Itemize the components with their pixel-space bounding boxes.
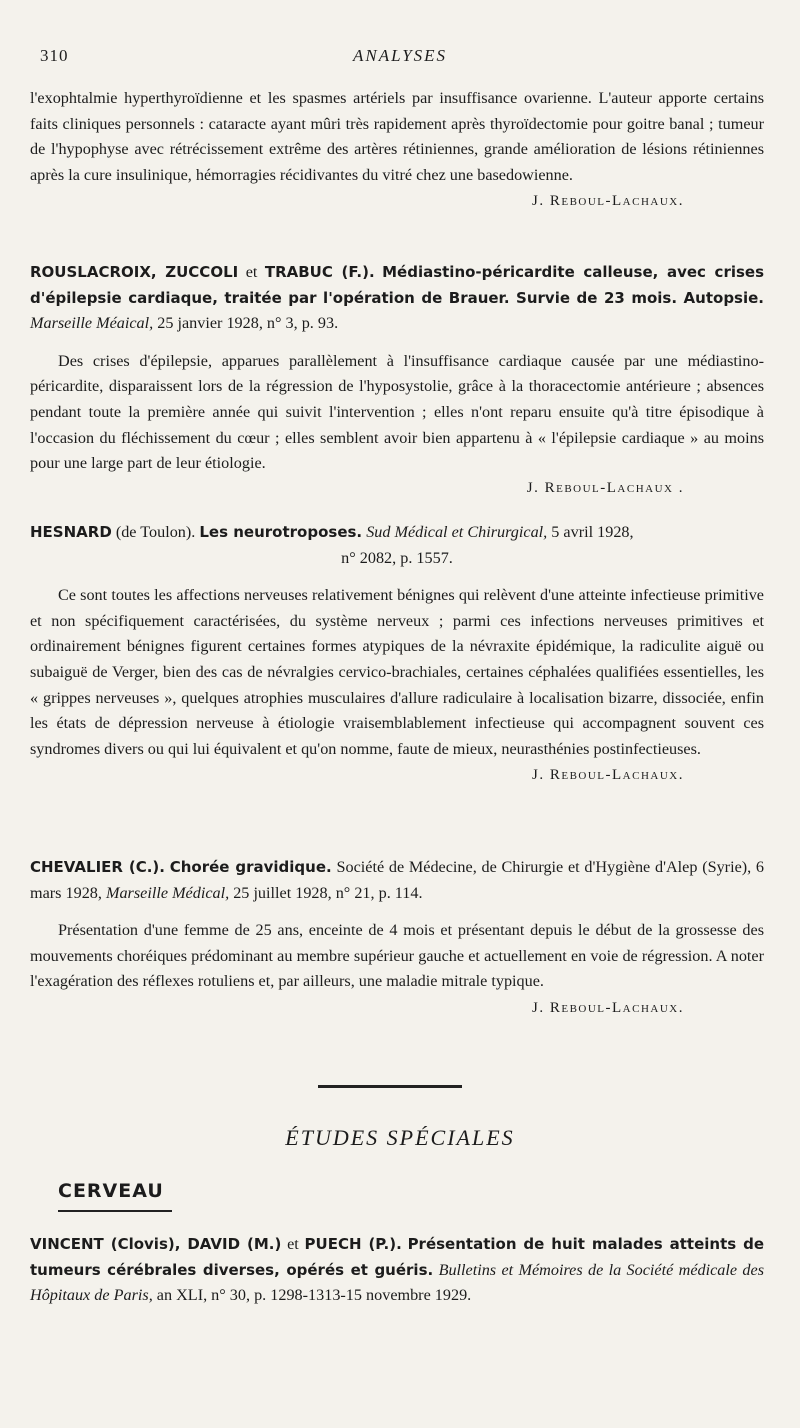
entry-title: Les neurotroposes. bbox=[199, 523, 363, 541]
entry-journal: Sud Médical et Chirurgical, bbox=[366, 523, 548, 541]
entry-heading bbox=[30, 260, 764, 337]
entry-authors: VINCENT (Clovis), DAVID (M.) bbox=[30, 1235, 282, 1253]
entry-reference: Société de Médecine, de Chirurgie et d'Hygiène d'Alep (Syrie), 6 mars 1928, bbox=[30, 858, 765, 902]
entry-heading bbox=[30, 520, 764, 546]
entry-heading bbox=[30, 855, 764, 906]
entry-journal: Marseille Méaical, bbox=[30, 314, 154, 333]
signature: J. Reboul-Lachaux . bbox=[526, 479, 684, 496]
entry-reference: 5 avril 1928, bbox=[551, 523, 634, 541]
subsection-underline bbox=[58, 1210, 172, 1212]
entry-body: Présentation d'une femme de 25 ans, enceinte de 4 mois et présentant depuis le début de la grossesse des mouvements choréiques prédominant au membre supérieur gauche et actuellement en voie de régression. A noter l'exagération des réflexes rotuliens et, par ailleurs, une maladie mitrale typique. bbox=[30, 921, 764, 991]
entry-heading bbox=[30, 1232, 764, 1309]
entry-reference-2: 25 juillet 1928, n° 21, p. 114. bbox=[233, 883, 423, 902]
entry-authors-2: PUECH (P.). bbox=[304, 1235, 402, 1253]
subsection-title: CERVEAU bbox=[58, 1180, 164, 1202]
entry-vincent bbox=[30, 1232, 764, 1309]
page-number: 310 bbox=[40, 46, 69, 65]
signature: J. Reboul-Lachaux. bbox=[532, 767, 684, 784]
entry-authors: ROUSLACROIX, ZUCCOLI bbox=[30, 263, 239, 281]
running-head bbox=[40, 46, 760, 72]
entry-authors-2: TRABUC (F.). bbox=[264, 263, 375, 281]
running-title: ANALYSES bbox=[352, 46, 448, 65]
entry-place: (de Toulon). bbox=[115, 523, 196, 541]
entry-chevalier bbox=[30, 855, 764, 1021]
entry-and: et bbox=[245, 263, 258, 281]
signature: J. Reboul-Lachaux. bbox=[532, 193, 684, 210]
entry-body: l'exophtalmie hyperthyroïdienne et les spasmes artériels par insuffisance ovarienne. L'auteur apporte certains faits cliniques personnels : cataracte ayant mûri très rapidement après thyroïdectomie pour goitre banal ; tumeur de l'hypophyse avec rétrécissement extrême des artères rétiniennes, grande amélioration de lésions rétiniennes après la cure insulinique, hémorragies récidivantes du vitré chez une basedowienne. bbox=[30, 89, 764, 184]
entry-rouslacroix bbox=[30, 260, 764, 501]
entry-reference: an XLI, n° 30, p. 1298-1313-15 novembre 1929. bbox=[156, 1286, 472, 1305]
entry-authors: HESNARD bbox=[30, 523, 112, 541]
signature: J. Reboul-Lachaux. bbox=[532, 999, 684, 1016]
section-divider bbox=[318, 1085, 462, 1088]
entry-journal: Marseille Médical, bbox=[105, 883, 230, 902]
entry-continuation bbox=[30, 86, 764, 214]
entry-reference-2: n° 2082, p. 1557. bbox=[341, 548, 453, 567]
entry-title: Médiastino-péricardite calleuse, avec crises d'épilepsie cardiaque, traitée par l'opération de Brauer. Survie de 23 mois. Autopsie. bbox=[30, 263, 765, 307]
entry-title: Chorée gravidique. bbox=[169, 858, 332, 876]
entry-journal: Bulletins et Mémoires de la Société médicale des Hôpitaux de Paris, bbox=[30, 1260, 764, 1305]
entry-authors: CHEVALIER (C.). bbox=[30, 858, 165, 876]
entry-title: Présentation de huit malades atteints de tumeurs cérébrales diverses, opérés et guéris. bbox=[30, 1235, 765, 1279]
entry-reference: 25 janvier 1928, n° 3, p. 93. bbox=[157, 314, 339, 333]
entry-and: et bbox=[287, 1235, 299, 1253]
entry-body: Des crises d'épilepsie, apparues parallèlement à l'insuffisance cardiaque causée par une médiastino-péricardite, disparaissent lors de la régression de l'hyposystolie, grâce à la thoracectomie antérieure ; absences pendant toute la première année qui suivit l'intervention ; elles n'ont reparu ensuite qu'à titre épisodique à l'occasion du fléchissement du cœur ; elles semblent avoir bien appartenu à « l'épilepsie cardiaque » au moins pour une large part de leur étiologie. bbox=[30, 351, 764, 473]
entry-body: Ce sont toutes les affections nerveuses relativement bénignes qui relèvent d'une atteinte infectieuse primitive et non spécifiquement caractérisées, du système nerveux ; parmi ces infections nerveuses primitives et ordinairement bénignes figurent certaines formes atypiques de la névraxite épidémique, la radiculite aiguë ou subaiguë de Verger, bien des cas de névralgies cervico-brachiales, certaines céphalées qualifiées essentielles, les « grippes nerveuses », quelques atrophies musculaires d'allure radiculaire à localisation bizarre, dissociée, enfin les états de dépression nerveuse à étiologie vraisemblablement infectieuse qui accompagnent souvent ces syndromes divers ou qui lui équivalent et qu'on nomme, faute de mieux, neurasthénies postinfectieuses. bbox=[30, 586, 764, 758]
entry-hesnard bbox=[30, 520, 764, 788]
section-title: ÉTUDES SPÉCIALES bbox=[285, 1125, 515, 1150]
